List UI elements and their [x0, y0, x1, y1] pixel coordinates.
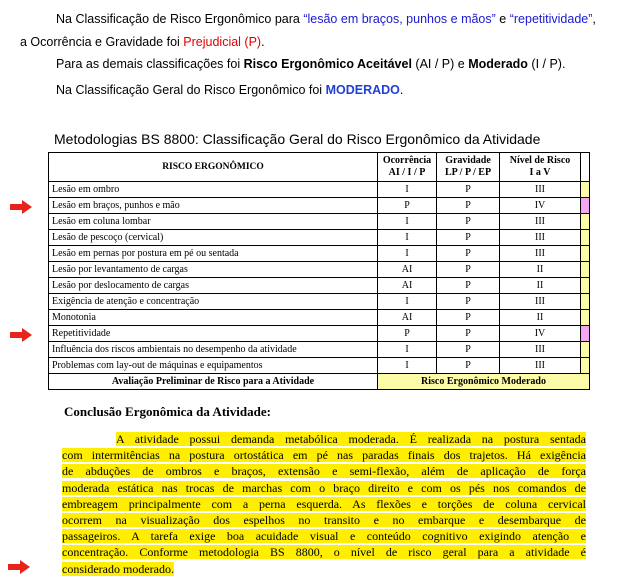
table-row: [49, 214, 590, 230]
risk-cell: Lesão em pernas por postura em pé ou sentada: [49, 246, 378, 262]
severity-cell: P: [437, 262, 500, 278]
table-row: [49, 326, 590, 342]
conclusion-line: [62, 431, 586, 447]
risk-level-swatch: [581, 326, 590, 342]
occurrence-cell: I: [378, 214, 437, 230]
occurrence-cell: I: [378, 246, 437, 262]
risk-cell: Exigência de atenção e concentração: [49, 294, 378, 310]
conclusion-title: Conclusão Ergonômica da Atividade:: [64, 404, 271, 419]
table-row: [49, 198, 590, 214]
overall-risk-value: MODERADO: [325, 83, 400, 97]
severity-cell: P: [437, 230, 500, 246]
arrow-right-icon: [8, 560, 30, 574]
risk-level-swatch: [581, 294, 590, 310]
risk-cell: Repetitividade: [49, 326, 378, 342]
footer-label: Avaliação Preliminar de Risco para a Atividade: [49, 374, 378, 390]
highlight-item-1: “lesão em braços, punhos e mãos”: [303, 12, 496, 26]
conclusion-line-text: moderada estática nas trocas de marchas com o braço direito e com os pés nos comandos de: [62, 480, 586, 495]
occurrence-cell: I: [378, 230, 437, 246]
risk-cell: Lesão em coluna lombar: [49, 214, 378, 230]
footer-result: Risco Ergonômico Moderado: [378, 374, 590, 390]
occurrence-cell: AI: [378, 310, 437, 326]
severity-cell: P: [437, 214, 500, 230]
risk-level-swatch: [581, 342, 590, 358]
conclusion-line-text: embreagem principalmente com a perna esquerda. As flexões e torções de coluna cervical: [62, 496, 586, 511]
level-cell: IV: [500, 326, 581, 342]
table-row: [49, 262, 590, 278]
level-cell: III: [500, 182, 581, 198]
severity-cell: P: [437, 246, 500, 262]
severity-cell: P: [437, 294, 500, 310]
risk-level-swatch: [581, 278, 590, 294]
table-row: [49, 310, 590, 326]
risk-level-swatch: [581, 246, 590, 262]
risk-cell: Lesão de pescoço (cervical): [49, 230, 378, 246]
occurrence-cell: I: [378, 182, 437, 198]
conclusion-line-text: passageiros. A tarefa exige boa acuidade visual e conteúdo cognitivo exigindo atenção e: [62, 529, 586, 544]
intro-line-3: Para as demais classificações foi Risco Ergonômico Aceitável (AI / P) e Moderado (I / P).: [56, 57, 566, 71]
level-cell: II: [500, 278, 581, 294]
header-occurrence: Ocorrência AI / I / P: [378, 153, 437, 182]
table-title: Metodologias BS 8800: Classificação Geral do Risco Ergonômico da Atividade: [54, 131, 541, 147]
risk-table: [48, 152, 590, 390]
conclusion-line: [62, 463, 586, 479]
conclusion-line-text: A atividade possui demanda metabólica moderada. É realizada na postura sentada: [116, 432, 586, 446]
risk-cell: Problemas com lay-out de máquinas e equipamentos: [49, 358, 378, 374]
risk-cell: Monotonia: [49, 310, 378, 326]
intro-line-2: a Ocorrência e Gravidade foi Prejudicial (P).: [20, 35, 265, 49]
header-level: Nível de Risco I a V: [500, 153, 581, 182]
risk-level-swatch: [581, 214, 590, 230]
risk-cell: Lesão por levantamento de cargas: [49, 262, 378, 278]
severity-cell: P: [437, 310, 500, 326]
table-row: [49, 294, 590, 310]
conclusion-line-text: com intermitências na postura ortostática em pé nas paradas finais dos trajetos. Há exigência: [62, 448, 586, 463]
level-cell: III: [500, 246, 581, 262]
conclusion-line: [62, 512, 586, 528]
conclusion-line-text: ocorrem na visualização dos espelhos no transito e no embarque e desembarque de: [62, 513, 586, 528]
arrow-right-icon: [10, 328, 32, 342]
risk-level-swatch: [581, 262, 590, 278]
severity-cell: P: [437, 358, 500, 374]
level-cell: III: [500, 358, 581, 374]
level-cell: II: [500, 310, 581, 326]
conclusion-line-text: considerado moderado.: [62, 561, 174, 576]
conclusion-line: [62, 528, 586, 544]
level-cell: III: [500, 294, 581, 310]
risk-level-swatch: [581, 310, 590, 326]
occurrence-cell: P: [378, 198, 437, 214]
header-risk: RISCO ERGONÔMICO: [49, 153, 378, 182]
risk-cell: Lesão por deslocamento de cargas: [49, 278, 378, 294]
risk-cell: Lesão em braços, punhos e mão: [49, 198, 378, 214]
table-row: [49, 358, 590, 374]
conclusion-line: [62, 544, 586, 560]
table-row: [49, 342, 590, 358]
occurrence-cell: P: [378, 326, 437, 342]
risk-level-swatch: [581, 182, 590, 198]
occurrence-cell: I: [378, 342, 437, 358]
risk-level-swatch: [581, 230, 590, 246]
conclusion-line: [62, 561, 586, 577]
severity-cell: P: [437, 182, 500, 198]
conclusion-line-text: concentração. Conforme metodologia BS 8800, o nível de risco geral para a atividade é: [62, 545, 586, 560]
conclusion-line: [62, 447, 586, 463]
severity-cell: P: [437, 326, 500, 342]
intro-line-4: Na Classificação Geral do Risco Ergonômico foi MODERADO.: [56, 83, 404, 97]
conclusion-line: [62, 480, 586, 496]
level-cell: III: [500, 342, 581, 358]
risk-cell: Lesão em ombro: [49, 182, 378, 198]
risk-level-swatch: [581, 198, 590, 214]
conclusion-line-text: de abduções de ombros e braços, extensão e semi-flexão, além de aplicação de força: [62, 464, 586, 479]
severity-cell: P: [437, 278, 500, 294]
header-swatch: [581, 153, 590, 182]
level-cell: III: [500, 214, 581, 230]
severity-cell: P: [437, 342, 500, 358]
severity-cell: P: [437, 198, 500, 214]
occurrence-cell: I: [378, 294, 437, 310]
highlight-item-2: “repetitividade”: [509, 12, 593, 26]
intro-line-1: Na Classificação de Risco Ergonômico para “lesão em braços, punhos e mãos” e “repetitividade”,: [56, 12, 596, 26]
level-cell: III: [500, 230, 581, 246]
table-row: [49, 230, 590, 246]
table-row: [49, 182, 590, 198]
table-row: [49, 246, 590, 262]
conclusion-line: [62, 496, 586, 512]
level-cell: II: [500, 262, 581, 278]
risk-level-swatch: [581, 358, 590, 374]
table-row: [49, 278, 590, 294]
header-severity: Gravidade LP / P / EP: [437, 153, 500, 182]
level-cell: IV: [500, 198, 581, 214]
risk-cell: Influência dos riscos ambientais no desempenho da atividade: [49, 342, 378, 358]
occurrence-cell: I: [378, 358, 437, 374]
conclusion-text: [62, 431, 586, 577]
occurrence-cell: AI: [378, 262, 437, 278]
prejudicial-value: Prejudicial (P): [183, 35, 262, 49]
occurrence-cell: AI: [378, 278, 437, 294]
arrow-right-icon: [10, 200, 32, 214]
